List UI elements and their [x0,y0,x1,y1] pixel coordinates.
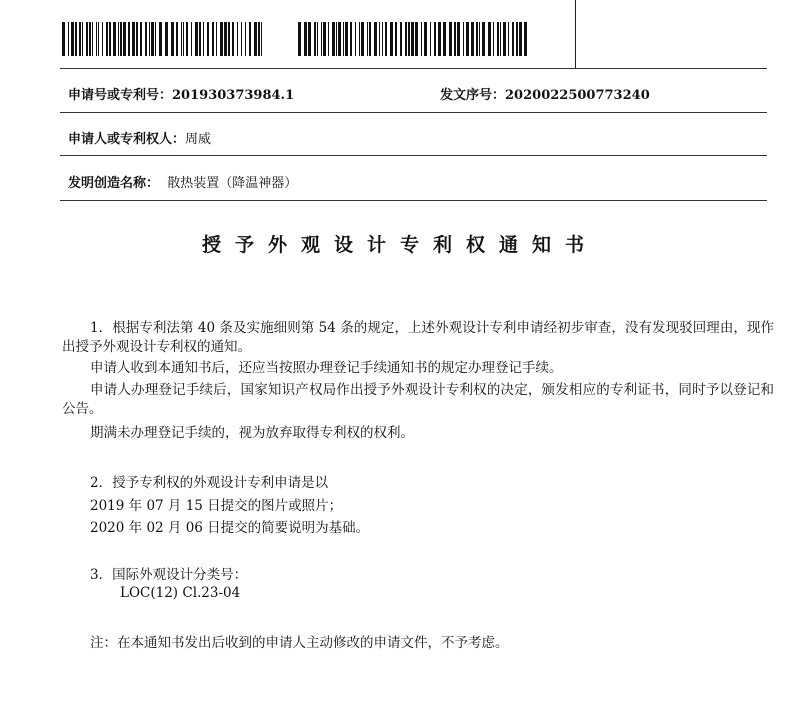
application-number-value: 201930373984.1 [172,88,295,103]
section-3-value: LOC(12) Cl.23-04 [120,585,241,601]
rule-4 [60,200,767,201]
application-number-label: 申请号或专利号： [68,88,173,103]
section-3-heading: 3．国际外观设计分类号： [90,567,248,583]
barcode-left [62,22,262,56]
applicant-row [68,128,211,147]
notice-title: 授予外观设计专利权通知书 [201,234,598,256]
barcode-right [298,22,530,56]
dispatch-number-row [440,84,650,103]
paragraph-4: 期满未办理登记手续的，视为放弃取得专利权的权利。 [90,425,414,441]
applicant-name: 周威 [185,132,212,147]
barcode-bar [527,22,530,56]
rule-3 [60,155,767,156]
header-divider-vertical [575,0,576,68]
applicant-label: 申请人或专利权人： [68,132,186,147]
paragraph-3: 申请人办理登记手续后，国家知识产权局作出授予外观设计专利权的决定，颁发相应的专利证书，同时予以登记和公告。 [62,382,774,417]
rule-1 [60,68,767,69]
section-2-line-1: 2019 年 07 月 15 日提交的图片或照片； [90,498,343,514]
section-2-heading: 2．授予专利权的外观设计专利申请是以 [90,475,329,491]
invention-name-label: 发明创造名称： [68,176,160,191]
paragraph-2: 申请人收到本通知书后，还应当按照办理登记手续通知书的规定办理登记手续。 [90,360,563,376]
section-2-line-2: 2020 年 02 月 06 日提交的简要说明为基础。 [90,520,370,536]
dispatch-number-label: 发文序号： [440,88,506,103]
application-number-row [68,84,294,103]
barcode-bar [261,22,262,56]
dispatch-number-value: 2020022500773240 [505,88,650,103]
note: 注：在本通知书发出后收到的申请人主动修改的申请文件，不予考虑。 [90,635,509,651]
rule-2 [60,112,767,113]
invention-name-value: 散热装置（降温神器） [167,176,298,191]
paragraph-1: 1．根据专利法第 40 条及实施细则第 54 条的规定，上述外观设计专利申请经初步审查，没有发现驳回理由，现作出授予外观设计专利权的通知。 [62,320,774,355]
invention-name-row [68,172,297,191]
